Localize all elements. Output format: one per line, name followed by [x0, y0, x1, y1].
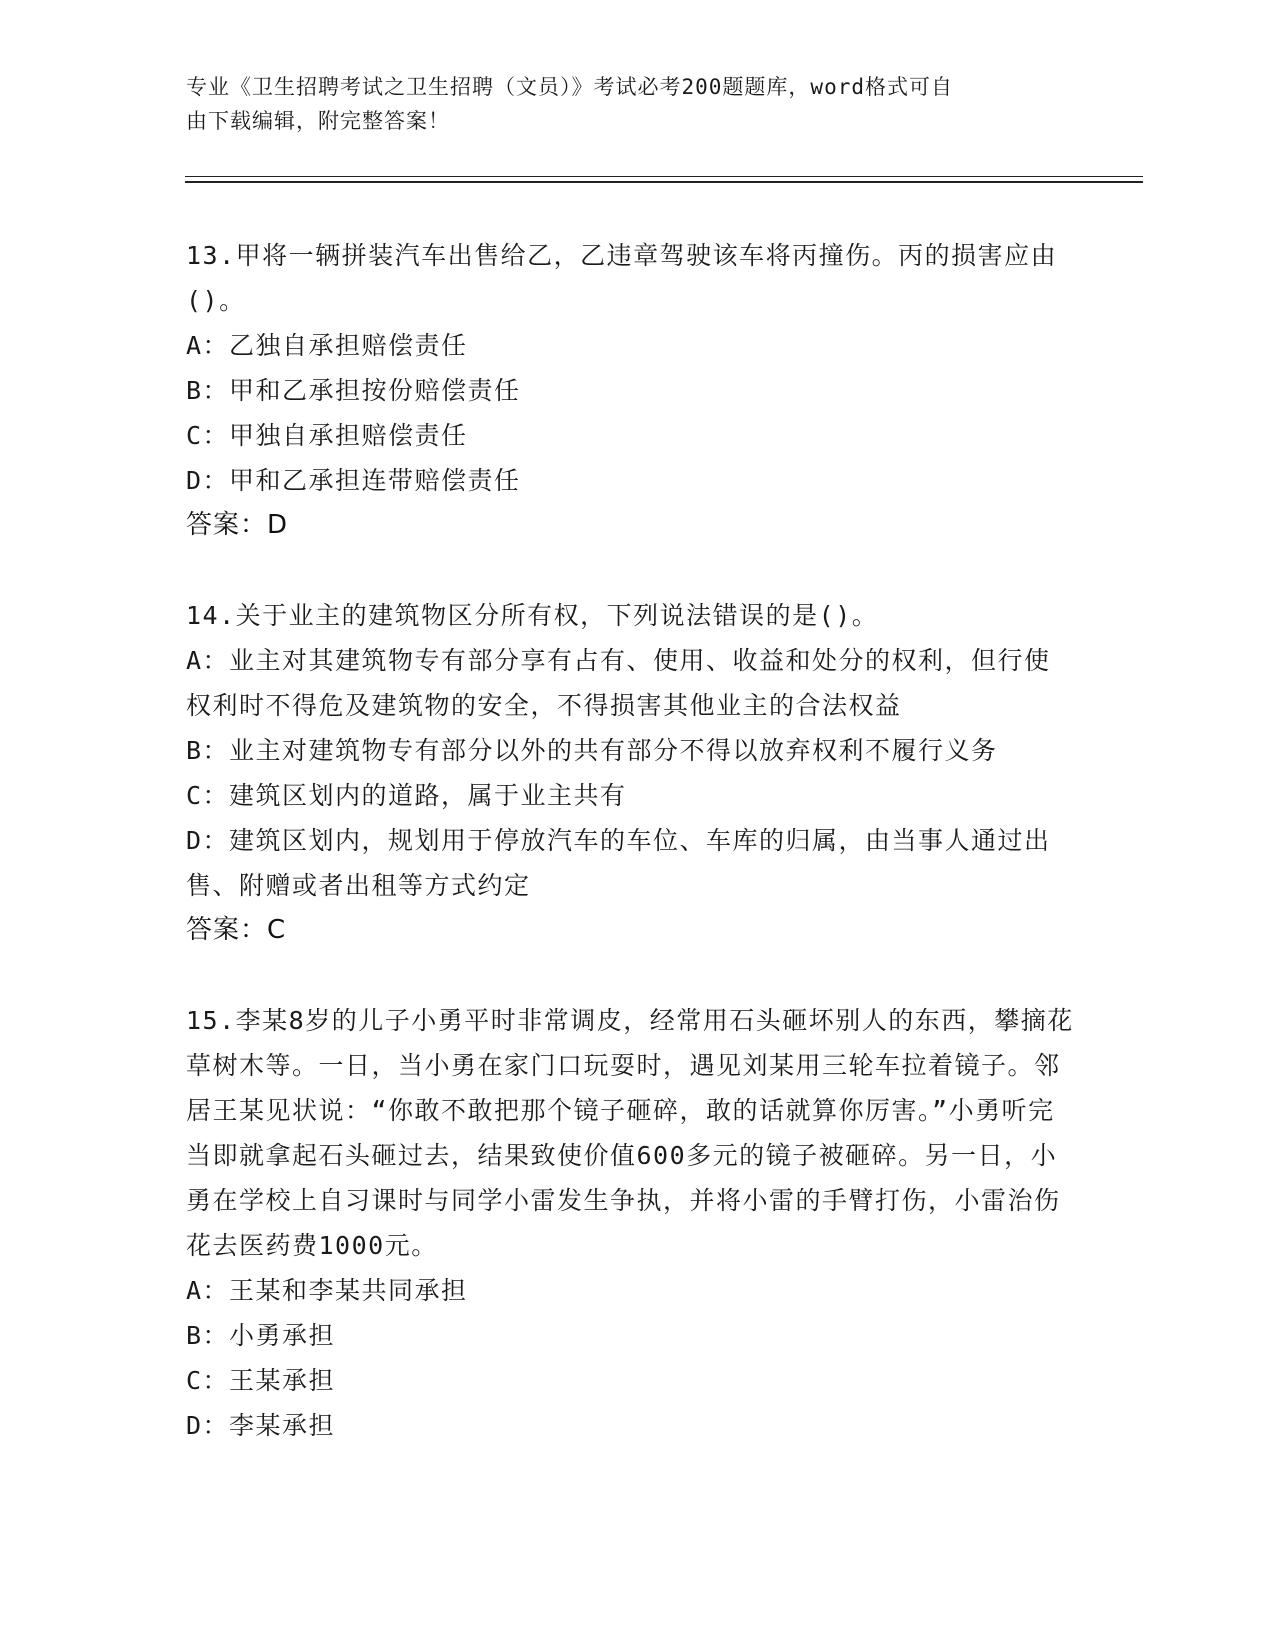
question-13	[186, 233, 1076, 548]
question-stem: 13.甲将一辆拼装汽车出售给乙，乙违章驾驶该车将丙撞伤。丙的损害应由()。	[186, 241, 1058, 315]
answer-line: 答案：D	[186, 510, 289, 540]
header-line-2: 由下载编辑，附完整答案！	[186, 109, 450, 133]
option-d: D：甲和乙承担连带赔偿责任	[186, 466, 521, 495]
option-b: B：业主对建筑物专有部分以外的共有部分不得以放弃权利不履行义务	[186, 736, 998, 765]
question-stem: 14.关于业主的建筑物区分所有权，下列说法错误的是()。	[186, 601, 879, 630]
option-a: A：王某和李某共同承担	[186, 1276, 468, 1305]
header-line-1: 专业《卫生招聘考试之卫生招聘（文员）》考试必考200题题库，word格式可自	[186, 75, 953, 99]
option-d: D：李某承担	[186, 1411, 336, 1440]
question-stem: 15.李某8岁的儿子小勇平时非常调皮，经常用石头砸坏别人的东西，攀摘花草树木等。一日，当小勇在家门口玩耍时，遇见刘某用三轮车拉着镜子。邻居王某见状说：“你敢不敢把那个镜子砸碎，敢的话就算你厉害。”小勇听完当即就拿起石头砸过去，结果致使价值600多元的镜子被砸碎。另一日，小勇在学校上自习课时与同学小雷发生争执，并将小雷的手臂打伤，小雷治伤花去医药费1000元。	[186, 1006, 1074, 1260]
answer-line: 答案：C	[186, 915, 287, 945]
question-list	[186, 233, 1076, 1448]
option-a: A：业主对其建筑物专有部分享有占有、使用、收益和处分的权利，但行使权利时不得危及建筑物的安全，不得损害其他业主的合法权益	[186, 646, 1051, 720]
option-b: B：甲和乙承担按份赔偿责任	[186, 376, 521, 405]
document-header	[186, 70, 1066, 138]
option-d: D：建筑区划内，规划用于停放汽车的车位、车库的归属，由当事人通过出售、附赠或者出租等方式约定	[186, 826, 1051, 900]
header-divider-thick	[185, 181, 1143, 183]
question-14	[186, 593, 1076, 953]
option-a: A：乙独自承担赔偿责任	[186, 331, 468, 360]
option-b: B：小勇承担	[186, 1321, 336, 1350]
question-15	[186, 998, 1076, 1448]
option-c: C：王某承担	[186, 1366, 336, 1395]
header-divider-thin	[185, 176, 1143, 177]
option-c: C：建筑区划内的道路，属于业主共有	[186, 781, 627, 810]
option-c: C：甲独自承担赔偿责任	[186, 421, 468, 450]
